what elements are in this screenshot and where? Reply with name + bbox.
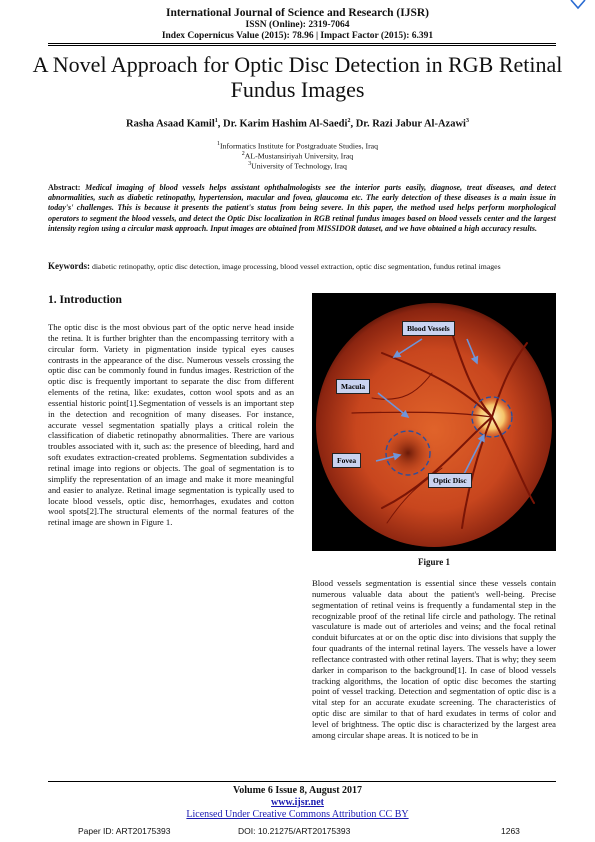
author-sup: 1 <box>214 118 218 124</box>
abstract <box>48 183 556 234</box>
abstract-label: Abstract: <box>48 183 81 192</box>
keywords-label: Keywords: <box>48 261 90 271</box>
label-fovea: Fovea <box>332 453 361 468</box>
author-name: Dr. Razi Jabur Al-Azawi <box>355 118 466 130</box>
header-rule-bottom <box>48 45 556 46</box>
section-heading: 1. Introduction <box>48 294 122 306</box>
paper-title: A Novel Approach for Optic Disc Detection in RGB Retinal Fundus Images <box>32 52 563 102</box>
affiliation-text: AL-Mustansiriyah University, Iraq <box>244 151 354 161</box>
journal-issn: ISSN (Online): 2319-7064 <box>245 20 350 30</box>
retina-disc <box>316 303 552 547</box>
journal-index: Index Copernicus Value (2015): 78.96 | Impact Factor (2015): 6.391 <box>161 31 434 41</box>
label-macula: Macula <box>336 379 370 394</box>
journal-name: International Journal of Science and Research (IJSR) <box>165 7 429 19</box>
affiliation <box>0 151 595 161</box>
affiliation-text: University of Technology, Iraq <box>251 161 347 171</box>
footer-license-link[interactable]: Licensed Under Creative Commons Attribution CC BY <box>186 809 409 820</box>
author-list <box>0 118 595 130</box>
affiliation-sup: 2 <box>241 151 245 157</box>
affiliation <box>0 161 595 171</box>
footer-website-link[interactable]: www.ijsr.net <box>271 797 324 808</box>
footer-volume: Volume 6 Issue 8, August 2017 <box>232 785 363 796</box>
footer-paper-id: Paper ID: ART20175393 <box>78 826 171 836</box>
author-sup: 2 <box>347 118 351 124</box>
affiliation-sup: 3 <box>248 161 252 167</box>
author-sep: , <box>350 118 356 130</box>
footer-page-number: 1263 <box>501 826 520 836</box>
affiliation-sup: 1 <box>216 141 220 147</box>
figure-caption: Figure 1 <box>417 557 451 567</box>
keywords <box>48 261 556 272</box>
body-text-left: The optic disc is the most obvious part of the optic nerve head inside the retina. It is further brighter than the encompassing territory with a circular form. Variety in pigmentation inside typical eyes causes contrasts in the appearance of the disc. Numerous vessels crossing the optic disc can be commonly found in fundus images. Restriction of the optic disc is frequently important to separate the disc from different elements of the retina, like: exudates, cotton wool spots and as an essential historic point[1].Segmentation of vessels is an important step in the detection and recognition of many diseases. For instance, accurate vessel segmentation spatially plays a critical rolein the classification of diabetic retinopathy abnormalities. There are various troubles associated with it, such as: the presence of bleeding, hard and soft exudates extraction-created problems. Segmentation subdivides a retinal image into regions or objects. The goal of segmentation is to simplify the representation of an image and make it more meaningful and easier to analyze. Retinal image segmentation is typically used to locate blood vessels, optic disc, hemorrhages, exudates and cotton wool spots[2].The structural elements of the normal features of the retinal image are shown in Figure 1. <box>48 322 294 528</box>
footer-doi: DOI: 10.21275/ART20175393 <box>238 826 351 836</box>
label-optic-disc: Optic Disc <box>428 473 472 488</box>
keywords-text: diabetic retinopathy, optic disc detection, image processing, blood vessel extraction, optic disc segmentation, fundus retinal images <box>91 262 501 271</box>
affiliation <box>0 141 595 151</box>
header-rule-top <box>48 43 556 44</box>
label-blood-vessels: Blood Vessels <box>402 321 455 336</box>
body-text-right: Blood vessels segmentation is essential since these vessels contain numerous valuable data about the patient's well-being. Precise segmentation of retinal veins is frequently a fundamental step in the recognizable proof of the retinal life circle and pathology. The retinal vasculature is made out of arterioles and veins; and the focal retinal conduit bifurcates at or on the optic disc into divisions that supply the four quadrants of the internal retinal layers. The vessels have a lower reflectance contrasted with other retinal layers. That is why; they seem darker in comparison to the background[1]. In case of blood vessels tracking algorithms, the location of optic disc becomes the starting point of vessel tracking. Detection and segmentation of optic disc is a vital step for an accurate exudate screening. The characteristics of optic disc are similar to that of hard exudates in terms of color and level of brightness. The optic disc is characterized by the largest area among circular shape areas. It is noticed to be in <box>312 578 556 740</box>
author-sup: 3 <box>465 118 469 124</box>
author-name: Rasha Asaad Kamil <box>126 118 215 130</box>
author-name: Dr. Karim Hashim Al-Saedi <box>222 118 348 130</box>
affiliation-text: Informatics Institute for Postgraduate Studies, Iraq <box>219 141 379 151</box>
abstract-text: Medical imaging of blood vessels helps assistant ophthalmologists see the interior parts easily, diagnose, treat diseases, and detect abnormalities, such as diabetic retinopathy, hypertension, macular and fovea, glaucoma etc. The early detection of these diseases is a main issue in today's' challenges. This is because it presents the patient's status from being severe. In this paper, the method used helps perform morphological operators to segment the blood vessels, and detect the Optic Disc localization in RGB retinal fundus images based on blood vessels center and the largest intensity region using a circular mask approach. Input images are obtained from MISSIDOR dataset, and we have obtained a high accuracy results. <box>48 183 557 233</box>
figure-retina-image <box>312 293 556 551</box>
footer-rule <box>48 781 556 782</box>
macula-shadow <box>382 427 434 479</box>
author-sep: , <box>217 118 223 130</box>
